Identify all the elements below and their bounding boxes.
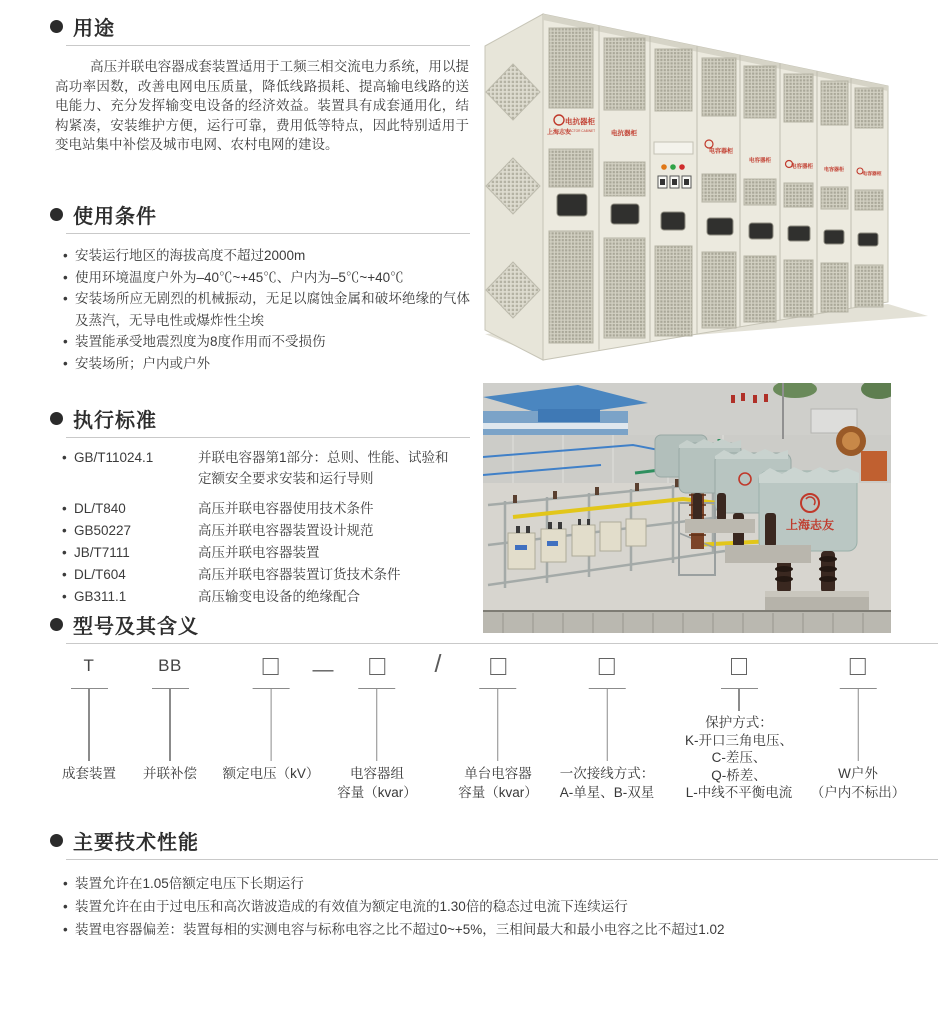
cabinet-label-cn: 电容器柜 <box>862 172 882 177</box>
list-item: • 安装场所；户内或户外 <box>51 353 470 375</box>
section-performance <box>50 826 938 941</box>
product-photo-site <box>483 383 891 633</box>
standard-code: • DL/T840 <box>50 498 198 519</box>
cabinet-label-cn: 电容器柜 <box>748 158 772 164</box>
model-col-bank-capacity <box>337 650 417 802</box>
model-code-diagram <box>50 650 938 850</box>
usage-paragraph: 高压并联电容器成套装置适用于工频三相交流电力系统，用以提高功率因数，改善电网电压质量，降低线路损耗、提高输电线路的送电能力、充分发挥输变电设备的经济效益。装置具有成套通用化，结构紧凑，安装维护方便，运行可靠，费用低等特点，因此特别适用于变电站集中补偿及城市电网、农村电网的建设。 <box>55 59 469 152</box>
model-symbol: T <box>83 656 95 675</box>
standard-row <box>50 542 470 563</box>
section-rule <box>66 437 470 438</box>
model-symbol <box>599 650 615 682</box>
model-label: C-差压、 <box>711 750 767 765</box>
section-header <box>50 200 470 228</box>
slash-separator: / <box>434 650 442 678</box>
connector-stem <box>606 689 607 761</box>
bullet-dot-icon <box>50 208 63 221</box>
standard-code: • JB/T7111 <box>50 542 198 563</box>
standard-desc: 高压并联电容器使用技术条件 <box>198 501 374 516</box>
trench-covers <box>483 611 891 633</box>
model-label: 容量（kvar） <box>337 785 417 800</box>
section-usage <box>50 12 470 155</box>
performance-list <box>50 873 938 941</box>
section-model <box>50 610 938 850</box>
connector-stem <box>376 689 377 761</box>
section-header <box>50 404 470 432</box>
cabinet-label-cn: 电抗器柜 <box>611 130 637 137</box>
bullet-dot-icon <box>50 618 63 631</box>
section-conditions <box>50 200 470 374</box>
cabinet-door-capacitor <box>784 74 813 317</box>
model-label: 容量（kvar） <box>458 785 538 800</box>
connector-stem <box>497 689 498 761</box>
connector-stem <box>738 689 739 711</box>
list-item: • 安装运行地区的海拔高度不超过2000m <box>51 245 470 267</box>
standard-row <box>50 498 470 519</box>
cabinet-door <box>744 66 776 322</box>
site-photo-illustration <box>483 383 891 633</box>
model-label: W户外 <box>838 766 878 781</box>
placeholder-box-icon <box>599 658 615 675</box>
brand-text: 上海志友 <box>785 518 835 532</box>
placeholder-box-icon <box>731 658 747 675</box>
model-symbol: BB <box>158 656 182 675</box>
product-photo-cabinets <box>483 4 945 370</box>
list-item: • 装置允许在由于过电压和高次谐波造成的有效值为额定电流的1.30倍的稳态过电流下连续运行 <box>51 896 938 919</box>
placeholder-box-icon <box>850 658 866 675</box>
model-label: A-单星、B-双星 <box>559 785 655 800</box>
connector-stem <box>270 689 271 761</box>
section-title-performance: 主要技术性能 <box>73 831 199 854</box>
section-title-usage: 用途 <box>73 17 115 40</box>
placeholder-box-icon <box>369 658 385 675</box>
standard-code: • GB50227 <box>50 520 198 541</box>
standard-desc: 高压并联电容器装置订货技术条件 <box>198 567 401 582</box>
model-label: 单台电容器 <box>464 766 532 781</box>
model-label: 电容器组 <box>349 766 404 781</box>
standard-row <box>50 520 470 541</box>
list-item: • 装置能承受地震烈度为8度作用而不受损伤 <box>51 331 470 353</box>
cabinet-door <box>821 81 848 312</box>
conditions-list <box>50 245 470 374</box>
standard-code: • GB311.1 <box>50 586 198 607</box>
model-label: 一次接线方式： <box>559 766 655 781</box>
bullet-dot-icon <box>50 412 63 425</box>
placeholder-box-icon <box>263 658 279 675</box>
list-item: • 使用环境温度户外为–40℃~+45℃、户内为–5℃~+40℃ <box>51 267 470 289</box>
model-col-unit-capacity <box>458 650 538 802</box>
cabinet-door <box>604 38 645 338</box>
section-title-standards: 执行标准 <box>73 409 157 432</box>
model-label: 成套装置 <box>62 766 116 781</box>
cabinet-label-cn: 电容器柜 <box>790 164 814 170</box>
standard-code: • GB/T11024.1 <box>50 447 198 489</box>
standard-row <box>50 564 470 585</box>
connector-stem <box>857 689 858 761</box>
model-col-voltage <box>223 650 320 783</box>
section-title-conditions: 使用条件 <box>73 205 157 228</box>
model-col-wiring <box>560 650 655 802</box>
bullet-dot-icon <box>50 834 63 847</box>
model-label: K-开口三角电压、 <box>685 732 793 748</box>
model-label: （户内不标出） <box>810 785 906 800</box>
list-item: • 装置电容器偏差：装置每相的实测电容与标称电容之比不超过0~+5%，三相间最大和最小电容之比不超过1.02 <box>51 919 938 942</box>
placeholder-box-icon <box>490 658 506 675</box>
section-rule <box>66 45 470 46</box>
list-item: • 安装场所应无剧烈的机械振动，无足以腐蚀金属和破坏绝缘的气体及蒸汽，无导电性或爆炸性尘埃 <box>51 288 470 331</box>
model-label: L-中线不平衡电流 <box>685 785 793 800</box>
model-label: 并联补偿 <box>143 766 197 781</box>
cabinet-side-panel <box>485 14 543 360</box>
standards-list <box>50 447 470 607</box>
section-header <box>50 12 470 40</box>
dash-separator: — <box>312 658 332 681</box>
standard-desc: 高压并联电容器装置 <box>198 545 320 560</box>
standard-row <box>50 586 470 607</box>
standard-desc: 高压输变电设备的绝缘配合 <box>198 589 360 604</box>
model-col-outdoor <box>811 650 906 802</box>
model-symbol <box>731 650 747 682</box>
model-label: 保护方式： <box>705 715 773 730</box>
cabinet-label-cn: 电容器柜 <box>708 149 734 155</box>
model-label: Q-桥差、 <box>711 767 767 783</box>
cabinet-label-en: REACTOR CABINET <box>564 129 596 133</box>
section-standards <box>50 404 470 608</box>
section-rule <box>66 859 938 860</box>
section-title-model: 型号及其含义 <box>73 615 199 638</box>
model-col-protection <box>685 650 793 802</box>
model-symbol <box>263 650 279 682</box>
model-col-t <box>62 650 116 783</box>
bullet-dot-icon <box>50 20 63 33</box>
model-col-bb <box>143 650 197 783</box>
connector-stem <box>169 689 170 761</box>
section-rule <box>66 233 470 234</box>
standard-desc: 高压并联电容器装置设计规范 <box>198 523 374 538</box>
standard-row <box>50 447 470 489</box>
section-rule <box>66 643 938 644</box>
model-symbol <box>850 650 866 682</box>
cabinet-door-capacitor <box>855 88 883 307</box>
cabinet-label-cn: 电容器柜 <box>823 167 845 173</box>
cabinet-label-cn: 电抗器柜 <box>565 117 595 126</box>
cabinet-door-capacitor <box>702 58 736 328</box>
model-label: 额定电压（kV） <box>222 766 320 781</box>
list-item: • 装置允许在1.05倍额定电压下长期运行 <box>51 873 938 896</box>
standard-desc: 并联电容器第1部分：总则、性能、试验和定额安全要求安装和运行导则 <box>198 450 449 486</box>
model-symbol <box>369 650 385 682</box>
standard-code: • DL/T604 <box>50 564 198 585</box>
brand-text: 上海志友 <box>546 130 572 136</box>
cabinet-photo-illustration <box>483 4 945 370</box>
section-header <box>50 826 938 854</box>
cabinet-door-reactor <box>547 28 596 343</box>
model-symbol <box>490 650 506 682</box>
connector-stem <box>88 689 89 761</box>
